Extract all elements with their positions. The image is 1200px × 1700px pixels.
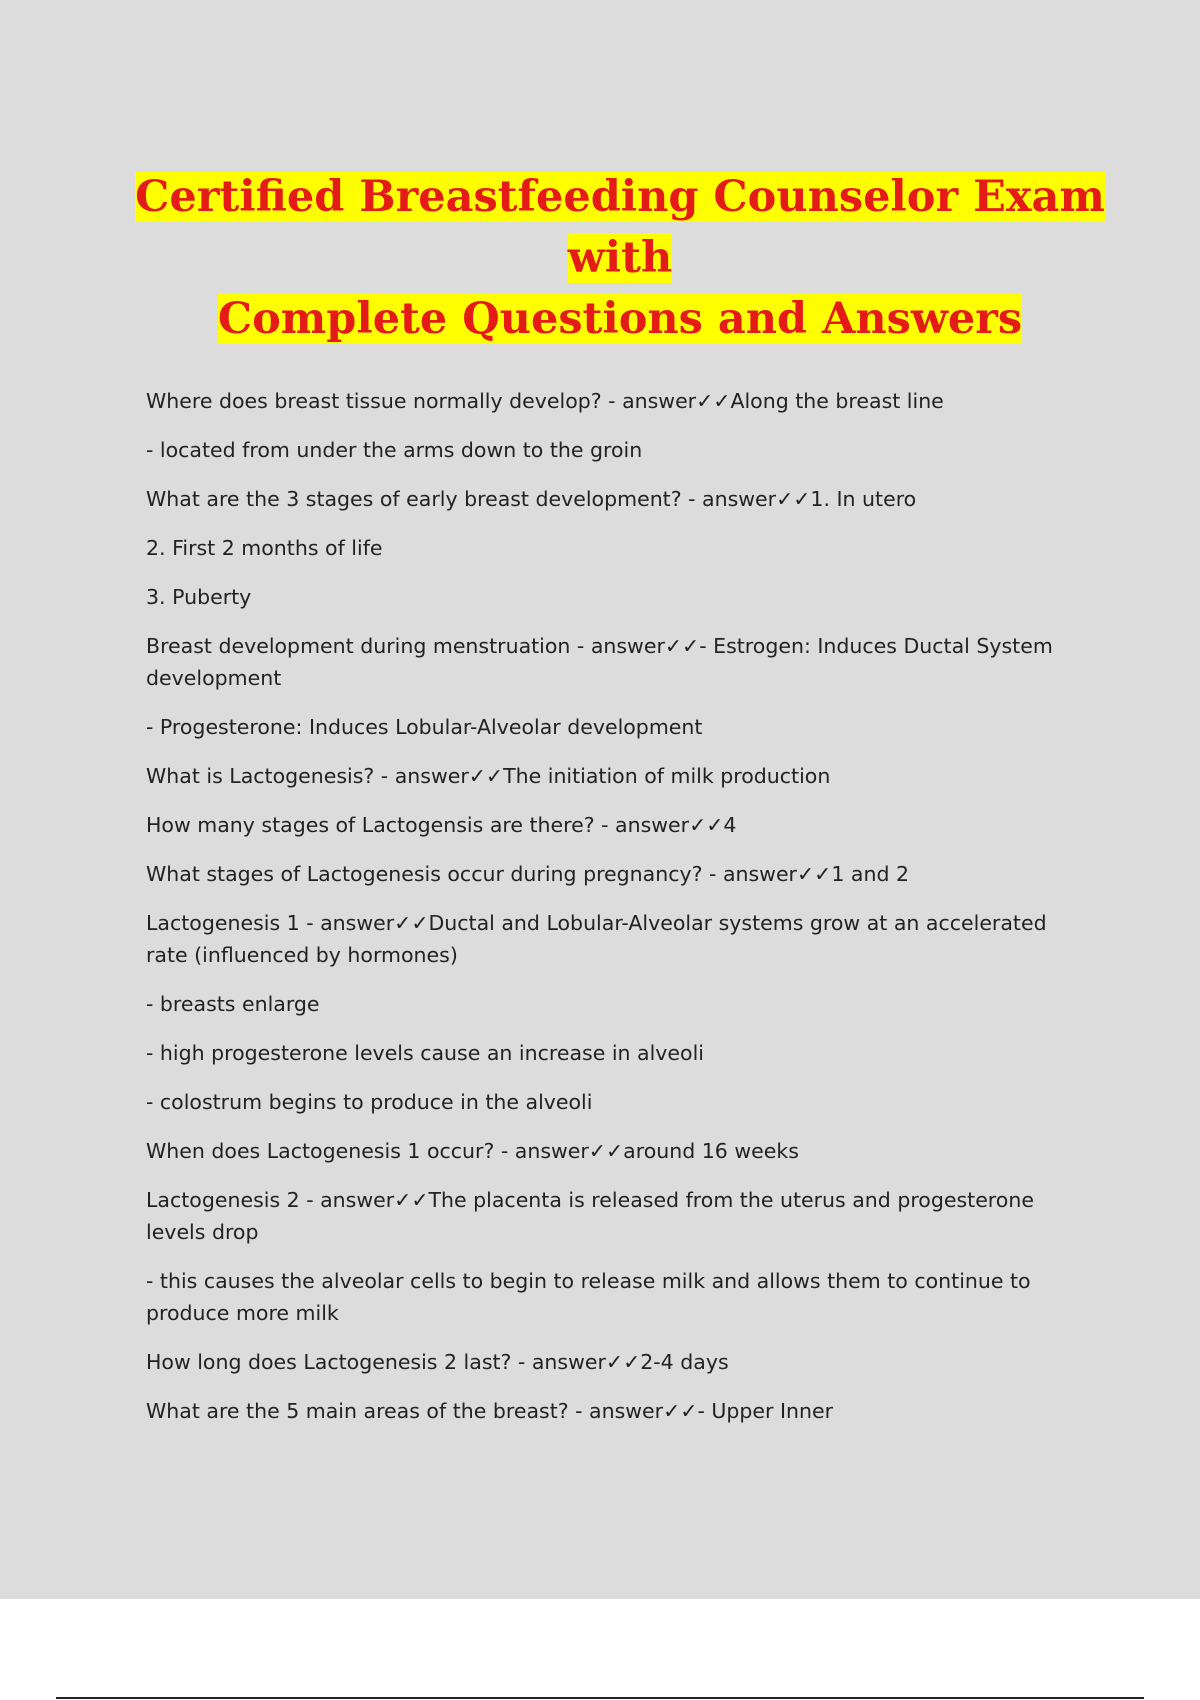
qa-line: - this causes the alveolar cells to begin to release milk and allows them to continue to produce more milk <box>146 1269 1031 1325</box>
qa-line: Lactogenesis 2 - answer✓✓The placenta is released from the uterus and progesterone levels drop <box>146 1188 1034 1244</box>
qa-line: - Progesterone: Induces Lobular-Alveolar development <box>146 715 703 739</box>
qa-line: - breasts enlarge <box>146 992 320 1016</box>
qa-line: How many stages of Lactogensis are there? - answer✓✓4 <box>146 813 737 837</box>
qa-line: 2. First 2 months of life <box>146 536 383 560</box>
qa-line: What stages of Lactogenesis occur during pregnancy? - answer✓✓1 and 2 <box>146 862 910 886</box>
qa-line: - located from under the arms down to the groin <box>146 438 643 462</box>
title-line-1: Certified Breastfeeding Counselor Exam with <box>135 172 1105 283</box>
qa-line: 3. Puberty <box>146 585 252 609</box>
qa-line: What is Lactogenesis? - answer✓✓The initiation of milk production <box>146 764 831 788</box>
qa-line: - colostrum begins to produce in the alveoli <box>146 1090 593 1114</box>
document-title <box>100 167 1140 350</box>
qa-line: What are the 5 main areas of the breast? - answer✓✓- Upper Inner <box>146 1399 834 1423</box>
qa-line: What are the 3 stages of early breast development? - answer✓✓1. In utero <box>146 487 917 511</box>
qa-line: Lactogenesis 1 - answer✓✓Ductal and Lobular-Alveolar systems grow at an accelerated rate (influenced by hormones) <box>146 911 1047 967</box>
qa-line: Breast development during menstruation - answer✓✓- Estrogen: Induces Ductal System development <box>146 634 1053 690</box>
qa-line: How long does Lactogenesis 2 last? - answer✓✓2-4 days <box>146 1350 729 1374</box>
page-divider <box>56 1697 1144 1699</box>
title-line-2: Complete Questions and Answers <box>217 294 1023 344</box>
qa-line: When does Lactogenesis 1 occur? - answer✓✓around 16 weeks <box>146 1139 799 1163</box>
qa-line: - high progesterone levels cause an increase in alveoli <box>146 1041 704 1065</box>
qa-content <box>146 385 1086 1444</box>
qa-line: Where does breast tissue normally develop? - answer✓✓Along the breast line <box>146 389 944 413</box>
